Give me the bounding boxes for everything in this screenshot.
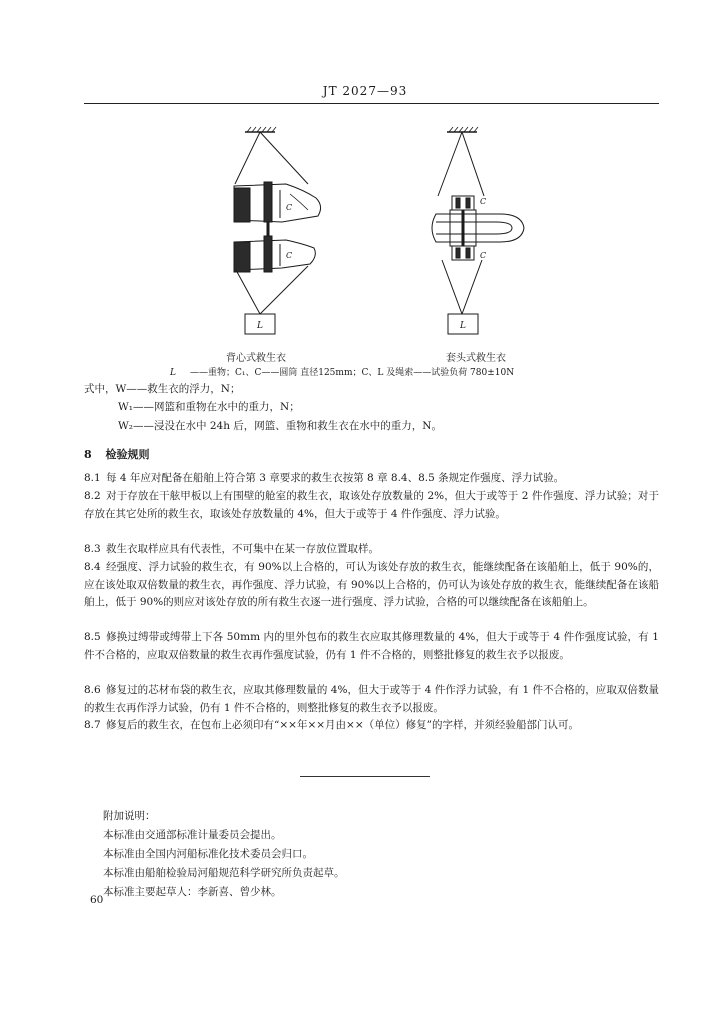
formula-w1: W₁——网篮和重物在水中的重力，N； xyxy=(118,401,300,413)
legend-text: ——重物；C₁、C——圆筒 直径125mm；C、L 及绳索——试验负荷 780±10N xyxy=(189,368,515,378)
figure-legend xyxy=(170,365,514,378)
clause-number: 8.6 xyxy=(84,684,101,696)
clause-8-5 xyxy=(84,629,659,664)
section-heading xyxy=(84,446,150,462)
clause-text: 修复后的救生衣，在包布上必须印有“××年××月由××（单位）修复”的字样，并须经验船部门认可。 xyxy=(106,719,580,731)
c-label: C xyxy=(286,203,293,212)
clause-8-6 xyxy=(84,682,659,717)
clause-8-7 xyxy=(84,717,659,735)
vest-type-caption: 背心式救生衣 xyxy=(226,353,286,364)
document-code: JT 2027—93 xyxy=(322,84,408,98)
clause-number: 8.1 xyxy=(84,472,101,484)
clause-text: 对于存放在干舷甲板以上有围壁的舱室的救生衣，取该处存放数量的 2%，但大于或等于 2 件作强度、浮力试验；对于存放在其它处所的救生衣，取该处存放数量的 4%，但大于或等于 4 件作强度、浮力试验。 xyxy=(84,490,659,520)
clause-8-2 xyxy=(84,488,659,523)
clause-number: 8.4 xyxy=(84,561,101,573)
page-number: 60 xyxy=(90,894,104,906)
note-line: 本标准由全国内河船标准化技术委员会归口。 xyxy=(103,848,313,860)
clause-number: 8.7 xyxy=(84,719,101,731)
c-label: C xyxy=(286,251,293,260)
overhead-type-diagram xyxy=(432,127,524,334)
section-title: 检验规则 xyxy=(105,448,150,461)
clause-number: 8.2 xyxy=(84,490,101,502)
overhead-type-caption: 套头式救生衣 xyxy=(446,353,506,364)
c-label: C xyxy=(480,251,487,260)
formula-w2: W₂——浸没在水中 24h 后，网篮、重物和救生衣在水中的重力，N。 xyxy=(118,420,442,432)
header-rule xyxy=(84,103,659,104)
clause-number: 8.3 xyxy=(84,543,101,555)
clause-text: 救生衣取样应具有代表性，不可集中在某一存放位置取样。 xyxy=(106,543,379,555)
clause-text: 修换过缚带或缚带上下各 50mm 内的里外包布的救生衣应取其修理数量的 4%，但大于或等于 4 件作强度试验，有 1 件不合格的，应取双倍数量的救生衣再作强度试验，仍有 1 件不合格的，则整批修复的救生衣予以报废。 xyxy=(84,631,659,661)
note-line: 本标准主要起草人：李新喜、曾少林。 xyxy=(103,886,282,898)
note-line: 本标准由交通部标准计量委员会提出。 xyxy=(103,829,282,841)
clause-8-4 xyxy=(84,559,659,612)
formula-intro: 式中，W——救生衣的浮力，N； xyxy=(84,383,241,395)
clause-text: 每 4 年应对配备在船舶上符合第 3 章要求的救生衣按第 8 章 8.4、8.5 条规定作强度、浮力试验。 xyxy=(106,472,565,484)
clause-number: 8.5 xyxy=(84,631,101,643)
legend-symbol: L xyxy=(170,368,176,378)
clause-8-3 xyxy=(84,541,659,559)
end-divider xyxy=(300,776,430,777)
section-number: 8 xyxy=(84,448,92,461)
vest-type-diagram xyxy=(234,127,321,334)
clause-text: 经强度、浮力试验的救生衣，有 90%以上合格的，可认为该处存放的救生衣，能继续配备在该船舶上，低于 90%的，应在该处取双倍数量的救生衣，再作强度、浮力试验，有 90%以上合格的，仍可认为该处存放的救生衣，能继续配备在该船舶上，低于 90%的则应对该处存放的所有救生衣逐一进行强度、浮力试验，合格的可以继续配备在该船舶上。 xyxy=(84,561,659,608)
note-line: 本标准由船舶检验局河船规范科学研究所负责起草。 xyxy=(103,867,345,879)
life-jacket-test-figure xyxy=(200,118,530,348)
c-label: C xyxy=(480,197,487,206)
weight-label-right: L xyxy=(460,321,466,331)
notes-title: 附加说明： xyxy=(103,810,156,822)
weight-label-left: L xyxy=(257,321,263,331)
clause-8-1 xyxy=(84,470,659,488)
clause-text: 修复过的芯材布袋的救生衣，应取其修理数量的 4%，但大于或等于 4 件作浮力试验，有 1 件不合格的，应取双倍数量的救生衣再作浮力试验，仍有 1 件不合格的，则整批修复的救生衣予以报废。 xyxy=(84,684,659,714)
